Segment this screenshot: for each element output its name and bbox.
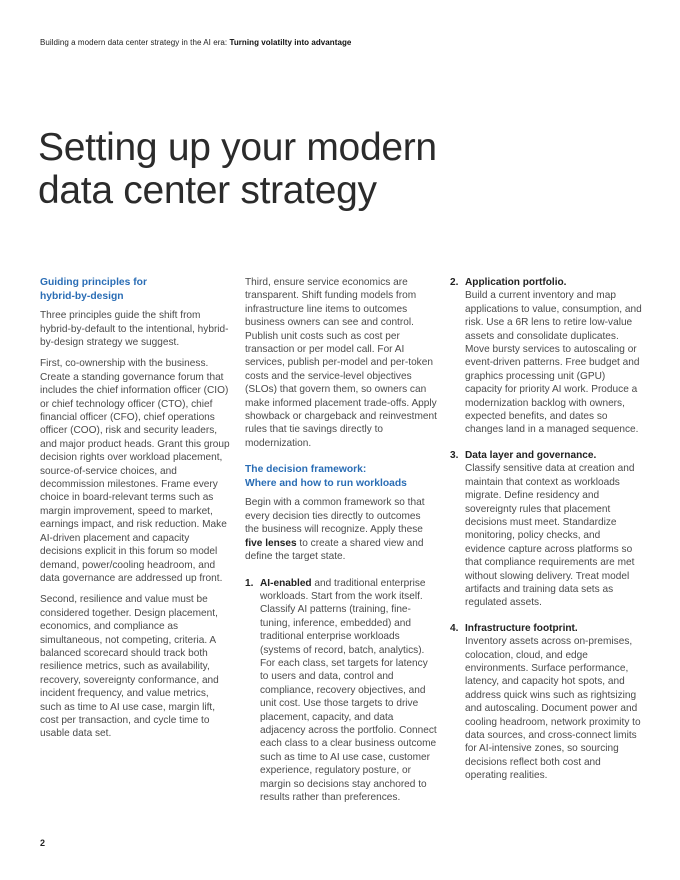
item-body: Classify sensitive data at creation and maintain that context as workloads migrate. Define residency and sovereignty rules that placement decisions must meet. Standardize monitoring, policy checks, and evidence capture across platforms so that compliance requirements are met without slowing delivery. Treat model artifacts and training data sets as regulated assets. [465,463,635,609]
column-1 [40,276,230,749]
framework-intro-text: Begin with a common framework so that every decision ties directly to outcomes the business will recognize. Apply these [245,497,425,536]
guiding-paragraph-1: Three principles guide the shift from hybrid-by-default to the intentional, hybrid-by-design strategy we suggest. [40,310,229,348]
column-3 [450,276,642,795]
framework-list-part-2 [450,276,642,783]
item-body: and traditional enterprise workloads. Start from the work itself. Classify AI patterns (training, fine-tuning, inference, embedded) and traditional enterprise workloads (systems of record, batch, analytics). For each class, set targets for latency to users and data, control and compliance, recovery objectives, and unit cost. Use those targets to drive placement, capacity, and data adjacency across the portfolio. Connect each class to a clear business outcome such as time to AI use case, customer experience, regulatory posture, or margin so decisions stay anchored to results rather than preferences. [260,577,437,803]
list-item [245,577,437,805]
item-title: Infrastructure footprint. [465,622,578,634]
framework-list-part-1 [245,577,437,805]
item-number: 2. [450,277,459,288]
item-number: 1. [245,577,254,589]
running-header [40,38,351,47]
item-title: Data layer and governance. [465,449,597,461]
item-number: 3. [450,449,459,461]
item-body: Inventory assets across on-premises, colocation, cloud, and edge environments. Surface performance, latency, and capacity hot spots, and address quick wins such as rightsizing and autoscaling. Document power and cooling headroom, network proximity to data sources, and cross-connect limits for AI-intensive zones, so sourcing decisions reflect both cost and operating realities. [465,636,641,782]
page-number: 2 [40,838,46,848]
item-number: 4. [450,622,459,634]
framework-intro-bold: five lenses [245,537,297,549]
guiding-paragraph-4: Third, ensure service economics are transparent. Shift funding models from infrastructure line items to outcomes business owners can see and control. Publish unit costs such as cost per transaction or per model call. For AI services, publish per-model and per-token costs and the service-level objectives (SLOs) that govern them, so owners can make informed placement trade-offs. Apply showback or chargeback and reinvestment rules that tie savings directly to modernization. [245,277,437,449]
list-item [450,622,642,783]
framework-intro [245,496,437,563]
list-item [450,276,642,437]
page-title-line-1: Setting up your modern [38,126,437,169]
framework-heading-line-1: The decision framework: [245,464,367,476]
running-header-lead: Building a modern data center strategy in the AI era: [40,38,230,47]
framework-heading-line-2: Where and how to run workloads [245,477,407,489]
guiding-heading-line-2: hybrid-by-design [40,290,124,302]
running-header-emphasis: Turning volatilty into advantage [229,38,352,47]
item-title: AI-enabled [260,577,312,589]
page-title-line-2: data center strategy [38,169,377,212]
item-body: Build a current inventory and map applications to value, consumption, and risk. Use a 6R lens to retire low-value assets and consolidate duplicates. Move bursty services to autoscaling or event-driven patterns. Free budget and graphics processing unit (GPU) capacity for priority AI work. Produce a modernization backlog with owners, expected benefits, and dates so changes land in a managed sequence. [465,290,642,436]
guiding-paragraph-3: Second, resilience and value must be considered together. Design placement, economics, and compliance as simultaneous, not competing, criteria. A balanced scorecard should track both resilience metrics, such as availability, recovery, sovereignty conformance, and incident frequency, and value metrics, such as time to AI use case, margin lift, cost per transaction, and cycle time to usable data set. [40,594,219,740]
framework-intro-end: to create a shared view and define the target state. [245,537,424,563]
decision-framework-heading [245,463,437,490]
page-title [38,126,598,212]
item-title: Application portfolio. [465,277,567,288]
guiding-heading-line-1: Guiding principles for [40,277,147,288]
guiding-paragraph-2: First, co-ownership with the business. Create a standing governance forum that includes the chief information officer (CIO) or chief technology officer (CTO), chief financial officer (CFO), chief operations officer (COO), risk and security leaders, and major product heads. Grant this group decision rights over workload placement, source-of-service choices, and decommission milestones. Frame every choice in board-relevant terms such as margin improvement, speed to market, earnings impact, and risk reduction. Make AI-driven placement and capacity decisions explicit in this forum so model demand, power/cooling headroom, and data governance are addressed up front. [40,358,230,584]
guiding-principles-heading [40,276,230,303]
column-2 [245,276,437,804]
list-item [450,449,642,610]
